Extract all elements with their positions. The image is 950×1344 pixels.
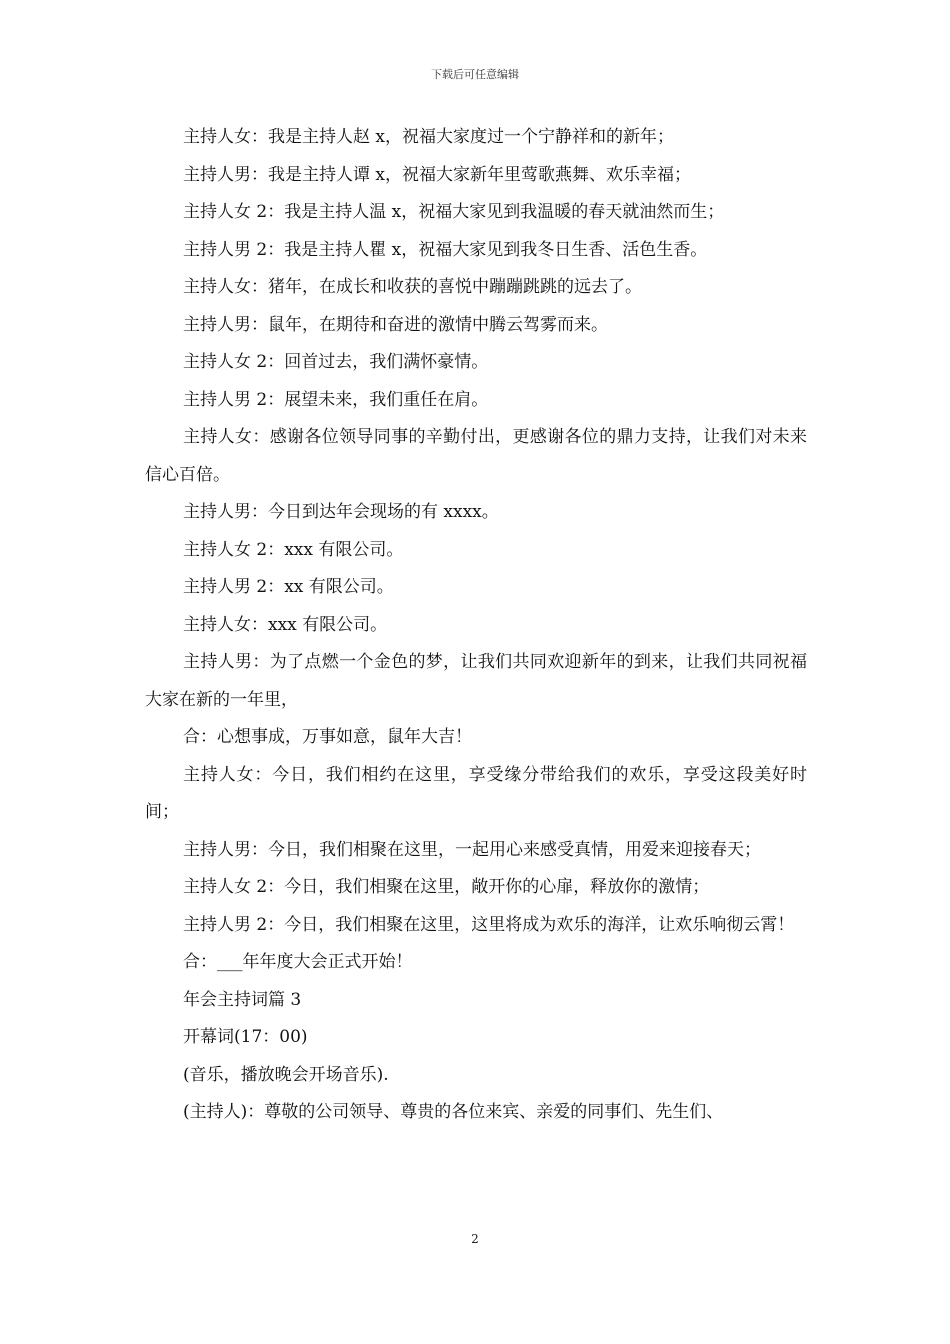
- paragraph: 主持人男 2：xx 有限公司。: [183, 577, 394, 597]
- document-body: [145, 119, 807, 1132]
- paragraph: 主持人男：为了点燃一个金色的梦，让我们共同欢迎新年的到来，让我们共同祝福大家在新的一年里，: [145, 652, 807, 710]
- paragraph: 主持人男：今日到达年会现场的有 xxxx。: [183, 502, 499, 522]
- paragraph: 主持人男：今日，我们相聚在这里，一起用心来感受真情，用爱来迎接春天；: [183, 839, 761, 860]
- paragraph: 主持人女：猪年，在成长和收获的喜悦中蹦蹦跳跳的远去了。: [183, 277, 642, 297]
- paragraph: 主持人女 2：xxx 有限公司。: [183, 539, 404, 560]
- paragraph: (主持人)：尊敬的公司领导、尊贵的各位来宾、亲爱的同事们、先生们、: [183, 1102, 724, 1122]
- paragraph: 主持人男 2：我是主持人瞿 x，祝福大家见到我冬日生香、活色生香。: [183, 239, 708, 260]
- paragraph: (音乐，播放晚会开场音乐).: [183, 1064, 389, 1085]
- paragraph: 主持人女 2：我是主持人温 x，祝福大家见到我温暖的春天就油然而生；: [183, 202, 725, 222]
- paragraph: 主持人女：xxx 有限公司。: [183, 614, 388, 635]
- page-number: 2: [471, 1232, 479, 1246]
- paragraph: 合：___年年度大会正式开始！: [183, 952, 413, 972]
- section-heading: 年会主持词篇 3: [183, 989, 302, 1010]
- paragraph: 主持人男：鼠年，在期待和奋进的激情中腾云驾雾而来。: [183, 314, 608, 335]
- paragraph: 主持人女 2：今日，我们相聚在这里，敞开你的心扉，释放你的激情；: [183, 877, 710, 897]
- paragraph: 主持人男：我是主持人谭 x，祝福大家新年里莺歌燕舞、欢乐幸福；: [183, 164, 691, 185]
- paragraph: 主持人女：感谢各位领导同事的辛勤付出，更感谢各位的鼎力支持，让我们对未来信心百倍。: [145, 427, 807, 485]
- page-header-note: 下载后可任意编辑: [431, 68, 519, 81]
- paragraph: 主持人男 2：今日，我们相聚在这里，这里将成为欢乐的海洋，让欢乐响彻云霄！: [183, 914, 795, 935]
- paragraph: 主持人男 2：展望未来，我们重任在肩。: [183, 389, 489, 410]
- paragraph: 主持人女：我是主持人赵 x，祝福大家度过一个宁静祥和的新年；: [183, 127, 674, 147]
- paragraph: 主持人女：今日，我们相约在这里，享受缘分带给我们的欢乐，享受这段美好时间；: [145, 764, 807, 822]
- paragraph: 开幕词(17：00): [183, 1027, 308, 1047]
- paragraph: 合：心想事成，万事如意，鼠年大吉！: [183, 727, 472, 747]
- paragraph: 主持人女 2：回首过去，我们满怀豪情。: [183, 352, 489, 372]
